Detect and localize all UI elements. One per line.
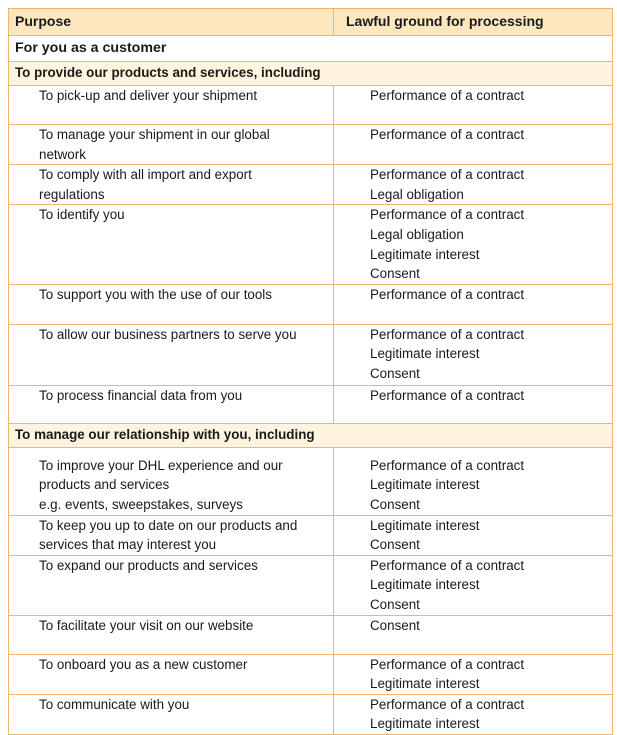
purpose-text: To identify you (39, 207, 125, 223)
ground-text: Performance of a contract (370, 127, 525, 142)
purpose-cell (9, 615, 334, 654)
processing-purposes-table (8, 8, 613, 735)
grounds-cell (334, 125, 613, 165)
grounds-cell (334, 615, 613, 654)
ground-text: Legitimate interest (370, 716, 480, 732)
ground-text: Legitimate interest (370, 676, 480, 692)
purpose-text: products and services (39, 477, 170, 493)
table-header-row (9, 9, 613, 36)
purpose-cell (9, 86, 334, 125)
grounds-cell (334, 324, 613, 385)
grounds-cell (334, 284, 613, 324)
table-row (9, 284, 613, 324)
table-row (9, 447, 613, 515)
purpose-text: regulations (39, 186, 105, 202)
section-title-cell (9, 62, 613, 86)
lawful-ground-column-header (334, 9, 613, 36)
grounds-cell (334, 654, 613, 694)
section-title-cell (9, 423, 613, 447)
ground-text: Consent (370, 617, 420, 633)
ground-text: Performance of a contract (370, 207, 525, 223)
purpose-cell (9, 694, 334, 734)
ground-text: Performance of a contract (370, 696, 525, 712)
purpose-text: To facilitate your visit on our website (39, 617, 254, 633)
ground-text: Legitimate interest (370, 517, 480, 533)
purpose-cell (9, 515, 334, 555)
ground-text: Performance of a contract (370, 167, 525, 183)
ground-text: Legitimate interest (370, 577, 480, 593)
lawful-ground-header-label: Lawful ground for processing (346, 13, 544, 29)
grounds-cell (334, 694, 613, 734)
ground-text: Legitimate interest (370, 246, 480, 262)
table-row (9, 165, 613, 205)
grounds-cell (334, 385, 613, 423)
table-row (9, 555, 613, 615)
purpose-cell (9, 165, 334, 205)
purpose-text: To allow our business partners to serve you (39, 326, 297, 342)
purpose-cell (9, 385, 334, 423)
purpose-cell (9, 324, 334, 385)
section-title: To provide our products and services, including (15, 65, 321, 80)
purpose-cell (9, 284, 334, 324)
ground-text: Performance of a contract (370, 286, 525, 302)
ground-text: Performance of a contract (370, 656, 525, 672)
grounds-cell (334, 86, 613, 125)
ground-text: Legal obligation (370, 186, 464, 202)
purpose-cell (9, 654, 334, 694)
ground-text: Consent (370, 365, 420, 381)
purpose-text: To manage your shipment in our global (39, 127, 270, 142)
ground-text: Legitimate interest (370, 477, 480, 493)
table-row (9, 615, 613, 654)
ground-text: Performance of a contract (370, 326, 525, 342)
purpose-cell (9, 125, 334, 165)
group-title-row (9, 36, 613, 62)
purpose-text: To pick-up and deliver your shipment (39, 88, 258, 103)
ground-text: Performance of a contract (370, 88, 525, 103)
purpose-cell (9, 555, 334, 615)
purpose-cell (9, 447, 334, 515)
ground-text: Consent (370, 496, 420, 512)
table-row (9, 205, 613, 284)
grounds-cell (334, 447, 613, 515)
purpose-text: To comply with all import and export (39, 167, 252, 183)
purpose-column-header (9, 9, 334, 36)
purpose-header-label: Purpose (15, 13, 72, 29)
ground-text: Legal obligation (370, 226, 464, 242)
table-row (9, 694, 613, 734)
purpose-text: To onboard you as a new customer (39, 656, 248, 672)
ground-text: Legitimate interest (370, 346, 480, 362)
purpose-text: To improve your DHL experience and our (39, 457, 283, 473)
table-row (9, 654, 613, 694)
ground-text: Performance of a contract (370, 557, 525, 573)
ground-text: Consent (370, 266, 420, 282)
grounds-cell (334, 555, 613, 615)
grounds-cell (334, 205, 613, 284)
purpose-text: network (39, 146, 86, 162)
ground-text: Performance of a contract (370, 457, 525, 473)
table-row (9, 324, 613, 385)
section-title: To manage our relationship with you, including (15, 426, 315, 442)
ground-text: Consent (370, 537, 420, 553)
ground-text: Performance of a contract (370, 387, 525, 403)
purpose-text: To expand our products and services (39, 557, 258, 573)
purpose-text: To communicate with you (39, 696, 190, 712)
purpose-text: services that may interest you (39, 537, 217, 553)
purpose-text: To keep you up to date on our products and (39, 517, 298, 533)
ground-text: Consent (370, 596, 420, 612)
group-title: For you as a customer (15, 40, 167, 56)
grounds-cell (334, 515, 613, 555)
purpose-text: e.g. events, sweepstakes, surveys (39, 496, 243, 512)
table-row (9, 385, 613, 423)
section-title-row (9, 423, 613, 447)
section-title-row (9, 62, 613, 86)
table-row (9, 515, 613, 555)
purpose-text: To process financial data from you (39, 387, 243, 403)
purpose-cell (9, 205, 334, 284)
table-row (9, 86, 613, 125)
table-row (9, 125, 613, 165)
purpose-text: To support you with the use of our tools (39, 286, 272, 302)
group-title-cell (9, 36, 613, 62)
grounds-cell (334, 165, 613, 205)
